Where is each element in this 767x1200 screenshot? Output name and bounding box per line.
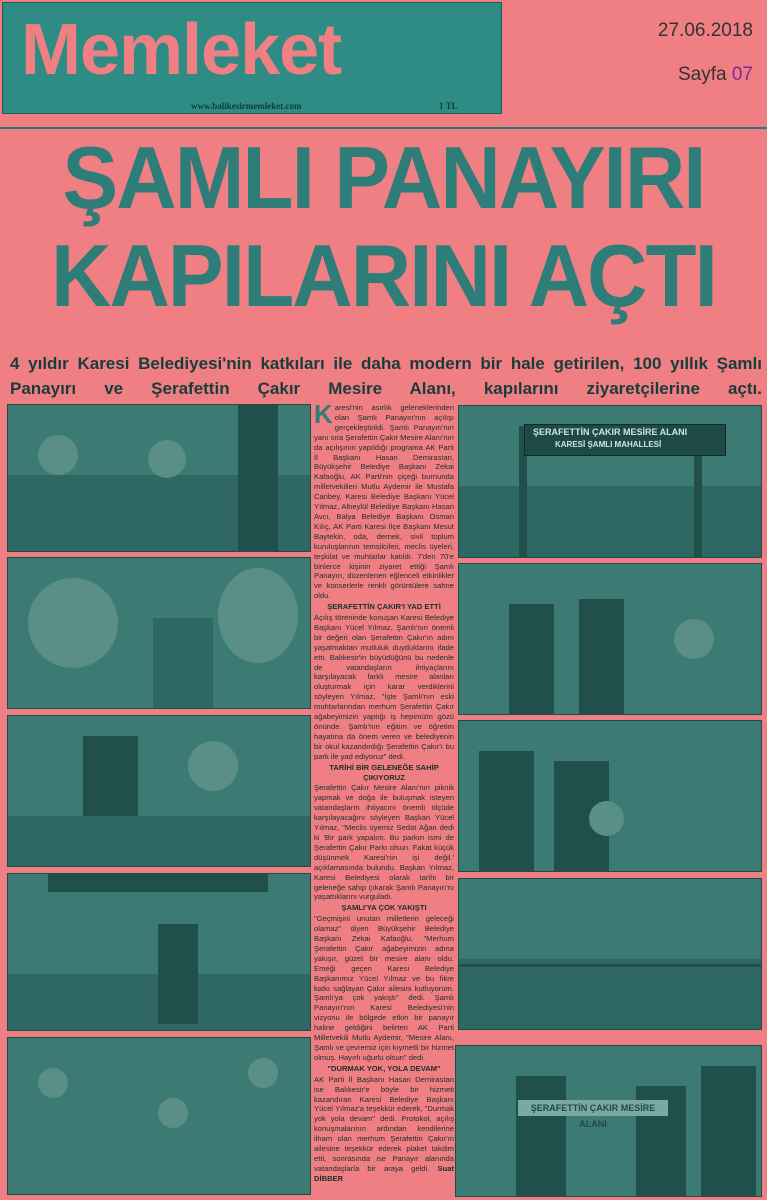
newspaper-logo: Memleket (21, 10, 342, 90)
issue-date: 27.06.2018 (657, 20, 753, 41)
dropcap: K (314, 403, 333, 429)
subheadline: 4 yıldır Karesi Belediyesi'nin katkıları ile daha modern bir hale getirilen, 100 yıllık Şamlı Panayırı ve Şerafettin Çakır Mesire Alanı, kapılarını ziyaretçilerine açtı. (10, 354, 762, 398)
article-intro (314, 403, 454, 601)
photo-protocol-walk (455, 1045, 762, 1197)
paragraph-4 (314, 1075, 454, 1184)
subheading-3: ŞAMLI'YA ÇOK YAKIŞTI (341, 903, 427, 913)
banner-line-1: ŞERAFETTİN ÇAKIR MESİRE ALANI (533, 427, 688, 437)
paragraph-1: Açılış töreninde konuşan Karesi Belediye Başkanı Yücel Yılmaz, Şamlı'nın önemli bir değeri olan Şerafettin Çakır'ın adını yaşatmaktan mutluluk duyduklarını ifade etti. Balıkesir'in büyüdüğünü bu nedenle de vatandaşların ihtiyaçlarını karşılayacak farklı mesire alanları oluşturmak için karar verdiklerini söyleyen Yılmaz, "İşte Şamlı'nın eski muhtarlarından merhum Şerafettin Çakır ağabeyimizin yaptığı iş hepimizin gözü önünde. Şamlı'nın eğitim ve öğretim hayatına da önem veren ve belediyenin bir okul kazandırdığı Şerafettin Çakır'ı bu park ile yad ediyoruz" dedi. (314, 613, 454, 761)
photo-decorations (7, 1037, 311, 1195)
price: 1 TL (439, 101, 458, 111)
paragraph-4-text: AK Parti İl Başkanı Hasan Demirastan ise Balıkesir'e böyle bir hizmeti kazandıran Karesi Belediye Başkanı Yücel Yılmaz'a teşekkür ederek, "Durmak yok yola devam" dedi. Protokol, açılış konuşmalarının ardından kendilerine ilham olan merhum Şerafettin Çakır'ın ailesine teşekkür ederek plaket takdim etti, sonrasında ise Panayır alanında vatandaşlarla bir araya geldi. (314, 1074, 454, 1173)
article-body (314, 403, 454, 1195)
photo-portraits (7, 557, 311, 709)
park-gate-banner (524, 424, 726, 456)
masthead (2, 2, 502, 114)
photo-ribbon-cutting (458, 878, 762, 1030)
photo-ceremony-crowd (7, 873, 311, 1031)
photo-plaque (458, 563, 762, 715)
photo-officials (7, 715, 311, 867)
paragraph-3: "Geçmişini unutan milletlerin geleceği olamaz" diyen Büyükşehir Belediye Başkanı Zekai Kafaoğlu, "Merhum Şerafettin Çakır ağabeyimizin adına yakışır, güzel bir mesire alanı oldu. Emeği geçen Karesi Belediye Başkanımız Yücel Yılmaz ve bu fikre katkı sağlayan Çakır ailesini kutluyorum. Şamlı'ya çok yakıştı" dedi. Şamlı Panayırı'nın Karesi Belediyesi'nin vizyonu ile bölgede etkin bir panayır haline geldiğini belirten AK Parti Milletvekili Mutlu Aydemir, "Mesire Alanı, Şamlı ve çevremiz için kıymetli bir hizmet olmuş. Hayırlı uğurlu olsun" dedi. (314, 914, 454, 1062)
photo-crowd (7, 404, 311, 552)
website-url: www.balikesirmemleket.com (191, 101, 302, 111)
page-number: 07 (731, 64, 753, 85)
paragraph-2: Şerafettin Çakır Mesire Alanı'nın piknik yapmak ve doğa ile buluşmak isteyen vatandaşların ihtiyacını önemli ölçüde karşılayacağını söyleyen Başkan Yücel Yılmaz, "Meclis üyemiz Sedat Ağan dedi ki 'Bir park yapalım. Bu parkın ismi de Şerafettin Çakır Parkı olsun. Fakat küçük düşünmek Karesi'nin işi değil.' açıklamasında bulundu. Başkan Yılmaz, Karesi Belediyesi olarak tarihi bir geleneğe sahip çıkarak Şamlı Panayırı'nı yaşattıklarını vurguladı. (314, 783, 454, 902)
headline-line-2: KAPILARINI AÇTI (50, 226, 717, 325)
park-sign: ŞERAFETTİN ÇAKIR MESİRE ALANI (518, 1100, 668, 1116)
intro-text: aresi'nin asırlık geleneklerinden olan Şamlı Panayırı'nın açılışı gerçekleştirildi. Şamlı Panayırı'nın yanı sıra Şerafettin Çakır Mesire Alanı'nın da açılışının yapıldığı programa AK Parti İl Başkanı Hasan Demirastan, Büyükşehir Belediye Başkanı Zekai Kafaoğlu, AK Parti'nin çiçeği burnunda milletvekilleri Mutlu Aydemir ile Mustafa Canbey, Karesi Belediye Başkanı Yücel Yılmaz, Altıeylül Belediye Başkanı Hasan Avcı, Balya Belediye Başkanı Osman Kılıç, AK Parti Karesi İlçe Başkanı Mesut Baytekin, oda, dernek, sivil toplum kuruluşlarının temsilcileri, meclis üyeleri, teşkilat ve muhtarlar katıldı. 7'den 70'e binlerce kişinin ziyaret ettiği Şamlı Panayırı, düzenlenen eğlenceli etkinlikler ve konserlerle renkli görüntülere sahne oldu. (314, 403, 454, 601)
headline-line-1: ŞAMLI PANAYIRI (62, 128, 705, 227)
banner-line-2: KARESİ ŞAMLI MAHALLESİ (555, 440, 662, 449)
page-label: Sayfa (677, 64, 727, 85)
photo-plaque-presentation (458, 720, 762, 872)
page-indicator (678, 64, 753, 86)
byline: Suat DİBBER (314, 1163, 454, 1183)
subheading-2: TARİHİ BİR GELENEĞE SAHİP ÇIKIYORUZ (329, 762, 439, 782)
subheading-1: ŞERAFETTİN ÇAKIR'I YAD ETTİ (327, 602, 441, 612)
subheading-4: "DURMAK YOK, YOLA DEVAM" (327, 1063, 441, 1073)
